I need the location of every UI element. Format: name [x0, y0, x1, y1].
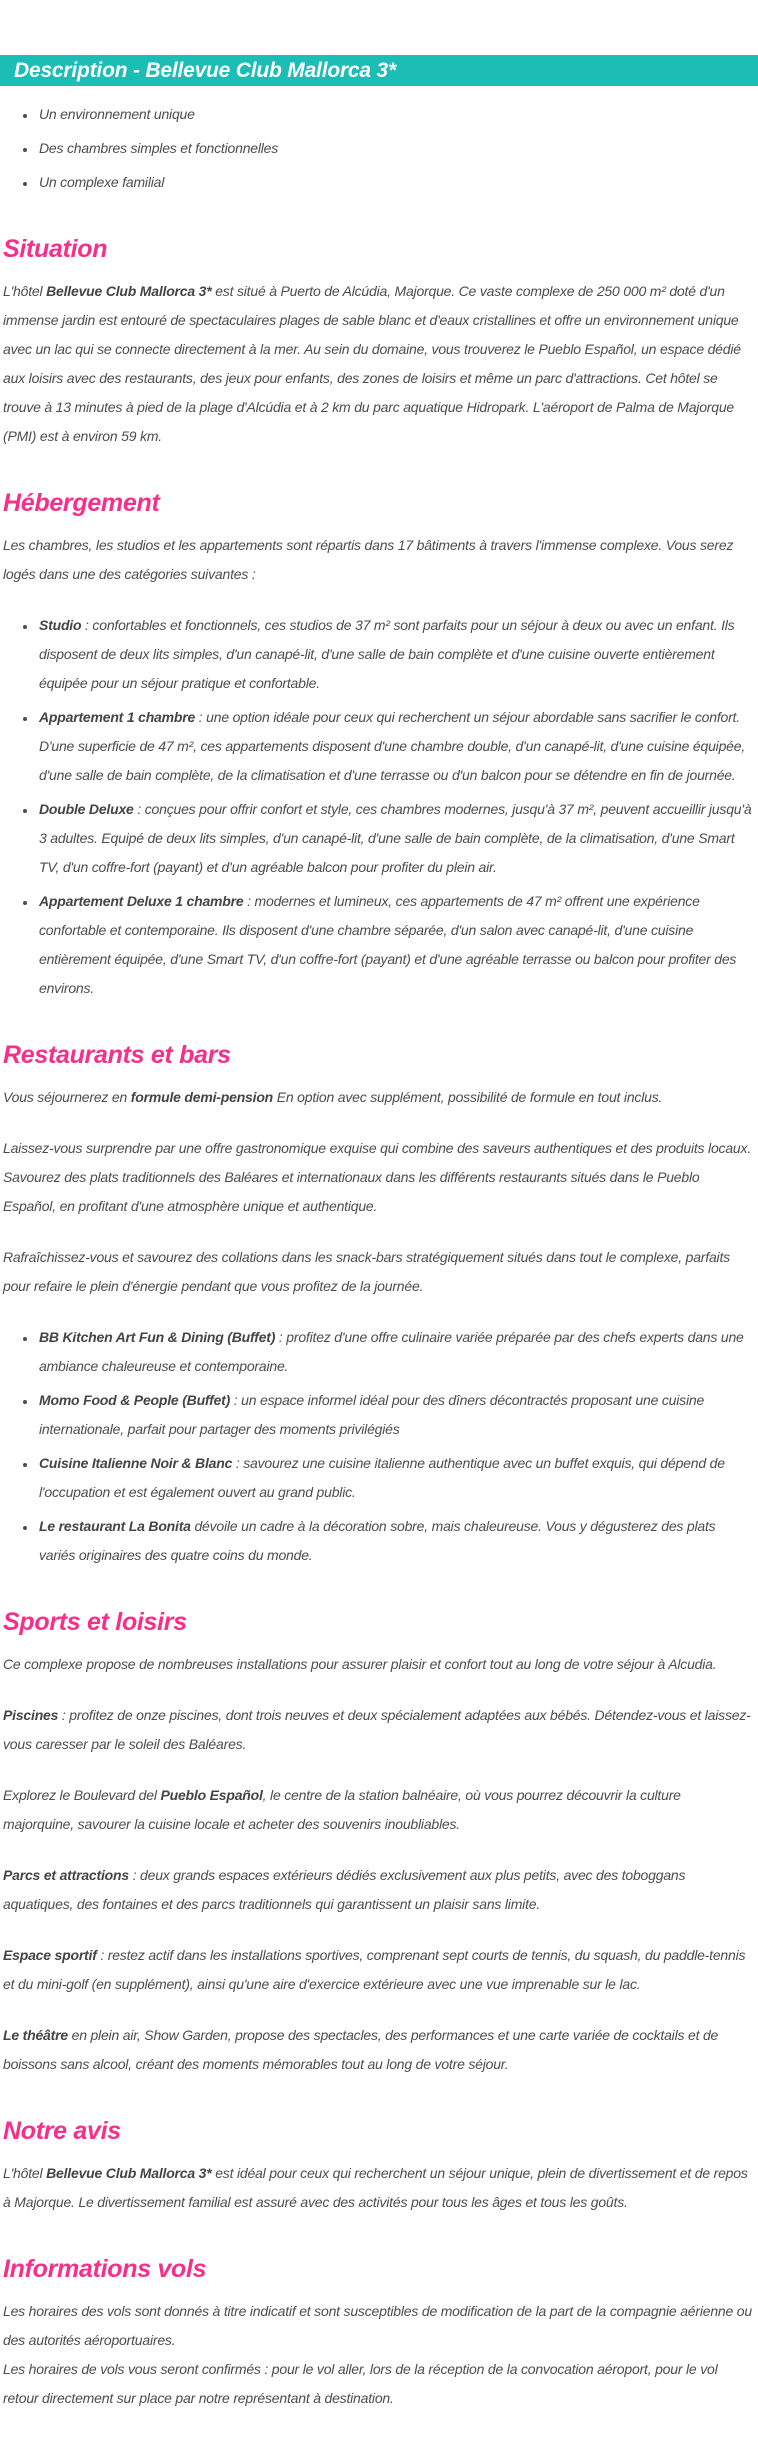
restaurant-item: • Cuisine Italienne Noir & Blanc : savourez une cuisine italienne authentique avec un buffet exquis, qui dépend de l'occupation et est également ouvert au grand public.	[37, 1449, 754, 1507]
restaurants-paragraph: Rafraîchissez-vous et savourez des collations dans les snack-bars stratégiquement situés dans tout le complexe, parfaits pour refaire le plein d'énergie pendant que vous profitez de la journée.	[3, 1249, 730, 1294]
situation-paragraph: L'hôtel Bellevue Club Mallorca 3* est situé à Puerto de Alcúdia, Majorque. Ce vaste complexe de 250 000 m² doté d'un immense jardin est entouré de spectaculaires plages de sable blanc et d'eaux cristallines et offre un environnement unique avec un lac qui se connecte directement à la mer. Au sein du domaine, vous trouverez le Pueblo Español, un espace dédié aux loisirs avec des restaurants, des jeux pour enfants, des zones de loisirs et même un parc d'attractions. Cet hôtel se trouve à 13 minutes à pied de la plage d'Alcúdia et à 2 km du parc aquatique Hidropark. L'aéroport de Palma de Majorque (PMI) est à environ 59 km.	[3, 283, 741, 444]
description-header-bar	[0, 55, 758, 86]
hebergement-heading: Hébergement	[3, 489, 160, 517]
room-category-item: • Double Deluxe : conçues pour offrir confort et style, ces chambres modernes, jusqu'à 37 m², peuvent accueillir jusqu'à 3 adultes. Equipé de deux lits simples, d'un canapé-lit, d'une salle de bain complète, de la climatisation, d'une Smart TV, d'un coffre-fort (payant) et d'un agréable balcon pour profiter du plein air.	[37, 795, 754, 882]
notre-avis-heading: Notre avis	[3, 2117, 121, 2145]
restaurants-heading: Restaurants et bars	[3, 1041, 231, 1069]
page-title: Description - Bellevue Club Mallorca 3*	[14, 59, 396, 82]
highlight-item: • Un environnement unique	[37, 100, 754, 129]
room-category-item: • Studio : confortables et fonctionnels, ces studios de 37 m² sont parfaits pour un séjour à deux ou avec un enfant. Ils disposent de deux lits simples, d'un canapé-lit, d'une salle de bain complète et d'une cuisine ouverte entièrement équipée pour un séjour pratique et confortable.	[37, 611, 754, 698]
section-notre-avis	[3, 2116, 754, 2217]
restaurants-list	[3, 1323, 754, 1570]
restaurant-item: • BB Kitchen Art Fun & Dining (Buffet) : profitez d'une offre culinaire variée préparée par des chefs experts dans une ambiance chaleureuse et contemporaine.	[37, 1323, 754, 1381]
section-sports	[3, 1607, 754, 2079]
sports-boulevard-paragraph: Explorez le Boulevard del Pueblo Español, le centre de la station balnéaire, où vous pourrez découvrir la culture majorquine, savourer la cuisine locale et acheter des souvenirs inoubliables.	[3, 1787, 681, 1832]
sports-heading: Sports et loisirs	[3, 1608, 187, 1636]
informations-vols-heading: Informations vols	[3, 2255, 207, 2283]
hebergement-intro: Les chambres, les studios et les appartements sont répartis dans 17 bâtiments à travers l'immense complexe. Vous serez logés dans une des catégories suivantes :	[3, 537, 734, 582]
room-category-item: • Appartement 1 chambre : une option idéale pour ceux qui recherchent un séjour abordable sans sacrifier le confort. D'une superficie de 47 m², ces appartements disposent d'une chambre double, d'un canapé-lit, d'une cuisine équipée, d'une salle de bain complète, de la climatisation et d'une terrasse ou d'un balcon pour se détendre en fin de journée.	[37, 703, 754, 790]
situation-heading: Situation	[3, 235, 108, 263]
sports-theatre-paragraph: Le théâtre en plein air, Show Garden, propose des spectacles, des performances et une carte variée de cocktails et de boissons sans alcool, créant des moments mémorables tout au long de votre séjour.	[3, 2027, 719, 2072]
highlight-item: • Un complexe familial	[37, 168, 754, 197]
sports-pools-paragraph: Piscines : profitez de onze piscines, dont trois neuves et deux spécialement adaptées aux bébés. Détendez-vous et laissez-vous caresser par le soleil des Baléares.	[3, 1707, 751, 1752]
sports-parks-paragraph: Parcs et attractions : deux grands espaces extérieurs dédiés exclusivement aux plus petits, avec des toboggans aquatiques, des fontaines et des parcs traditionnels qui garantissent un plaisir sans limite.	[3, 1867, 686, 1912]
section-restaurants	[3, 1040, 754, 1570]
sports-facilities-paragraph: Espace sportif : restez actif dans les installations sportives, comprenant sept courts de tennis, du squash, du paddle-tennis et du mini-golf (en supplément), ainsi qu'une aire d'exercice extérieure avec une vue imprenable sur le lac.	[3, 1947, 746, 1992]
room-category-item: • Appartement Deluxe 1 chambre : modernes et lumineux, ces appartements de 47 m² offrent une expérience confortable et contemporaine. Ils disposent d'une chambre séparée, d'un salon avec canapé-lit, d'une cuisine entièrement équipée, d'une Smart TV, d'un coffre-fort (payant) et d'une agréable terrasse ou balcon pour profiter des environs.	[37, 887, 754, 1003]
restaurant-item: • Momo Food & People (Buffet) : un espace informel idéal pour des dîners décontractés proposant une cuisine internationale, parfait pour partager des moments privilégiés	[37, 1386, 754, 1444]
highlight-item: • Des chambres simples et fonctionnelles	[37, 134, 754, 163]
section-informations-vols	[3, 2254, 754, 2413]
highlights-list	[3, 100, 754, 197]
notre-avis-paragraph: L'hôtel Bellevue Club Mallorca 3* est idéal pour ceux qui recherchent un séjour unique, plein de divertissement et de repos à Majorque. Le divertissement familial est assuré avec des activités pour tous les âges et tous les goûts.	[3, 2165, 748, 2210]
restaurants-paragraph: Laissez-vous surprendre par une offre gastronomique exquise qui combine des saveurs authentiques et des produits locaux. Savourez des plats traditionnels des Baléares et internationaux dans les différents restaurants situés dans le Pueblo Español, en profitant d'une atmosphère unique et authentique.	[3, 1140, 752, 1214]
sports-paragraph: Ce complexe propose de nombreuses installations pour assurer plaisir et confort tout au long de votre séjour à Alcudia.	[3, 1656, 717, 1672]
restaurants-board-paragraph: Vous séjournerez en formule demi-pension En option avec supplément, possibilité de formule en tout inclus.	[3, 1089, 663, 1105]
room-categories-list	[3, 611, 754, 1003]
section-hebergement	[3, 488, 754, 1003]
vols-paragraph-indicatif: Les horaires des vols sont donnés à titre indicatif et sont susceptibles de modification de la part de la compagnie aérienne ou des autorités aéroportuaires.	[3, 2303, 752, 2348]
vols-paragraph-confirmation: Les horaires de vols vous seront confirmés : pour le vol aller, lors de la réception de la convocation aéroport, pour le vol retour directement sur place par notre représentant à destination.	[3, 2361, 718, 2406]
restaurant-item: • Le restaurant La Bonita dévoile un cadre à la décoration sobre, mais chaleureuse. Vous y dégusterez des plats variés originaires des quatre coins du monde.	[37, 1512, 754, 1570]
description-content	[0, 100, 758, 2413]
section-situation	[3, 234, 754, 451]
